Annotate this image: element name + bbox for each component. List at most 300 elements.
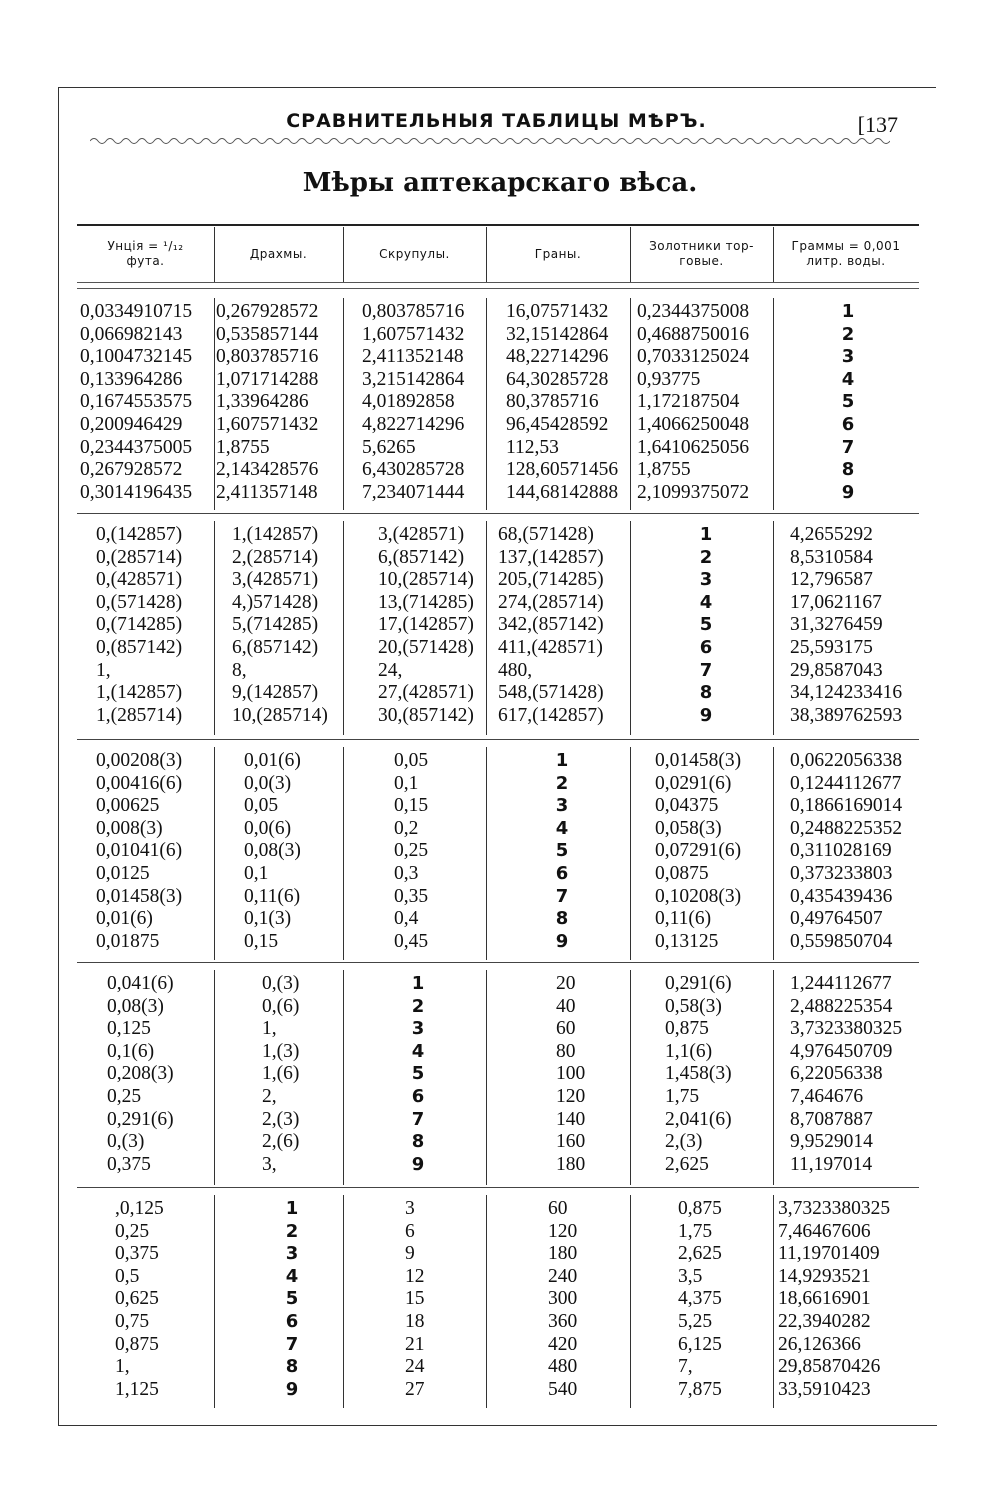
header-column-divider	[343, 227, 344, 282]
table-cell: 140	[556, 1108, 586, 1130]
column-divider	[214, 521, 215, 735]
table-cell: 0,93775	[637, 368, 701, 390]
table-cell: 0,01(6)	[244, 750, 301, 771]
table-cell: 0,05	[394, 750, 429, 771]
table-cell: 0,066982143	[80, 323, 183, 345]
table-cell: 0,803785716	[362, 301, 465, 322]
column-header-6	[773, 230, 919, 278]
table-cell: 18,6616901	[778, 1288, 871, 1310]
table-cell: 5	[285, 1288, 299, 1310]
table-cell: ,0,125	[115, 1198, 164, 1219]
column-header-5	[630, 230, 773, 278]
table-cell: 0,291(6)	[107, 1108, 174, 1130]
table-cell: 2	[285, 1220, 299, 1242]
table-cell: 29,85870426	[778, 1356, 881, 1378]
table-cell: 160	[556, 1131, 586, 1153]
table-cell: 1,(285714)	[96, 704, 183, 726]
table-cell: 411,(428571)	[498, 637, 603, 658]
table-cell: 120	[556, 1086, 586, 1107]
table-cell: 17,(142857)	[378, 614, 474, 636]
table-cell: 8,5310584	[790, 546, 873, 568]
table-cell: 0,01(6)	[96, 908, 153, 930]
table-cell: 2,(6)	[262, 1131, 300, 1153]
table-cell: 3,5	[678, 1265, 703, 1287]
table-cell: 15	[405, 1288, 425, 1310]
table-cell: 0,311028169	[790, 840, 892, 862]
table-cell: 6,22056338	[790, 1063, 883, 1085]
column-divider	[343, 1195, 344, 1408]
block-separator	[77, 962, 919, 963]
table-cell: 27,(428571)	[378, 682, 474, 704]
table-cell: 3	[699, 569, 713, 591]
table-cell: 2,411357148	[216, 481, 318, 503]
table-cell: 0,11(6)	[655, 908, 712, 930]
wavy-divider	[90, 134, 890, 148]
table-cell: 2,411352148	[362, 346, 464, 368]
table-cell: 4	[841, 368, 855, 390]
table-cell: 0,2344375008	[637, 301, 750, 322]
column-divider	[486, 521, 487, 735]
table-cell: 1,458(3)	[665, 1063, 732, 1085]
header-column-divider	[214, 227, 215, 282]
table-cell: 29,8587043	[790, 659, 883, 681]
table-cell: 1,(142857)	[232, 524, 319, 545]
column-divider	[214, 747, 215, 960]
table-cell: 0,(428571)	[96, 569, 183, 591]
table-cell: 5	[555, 840, 569, 862]
table-cell: 0,10208(3)	[655, 885, 742, 907]
table-cell: 1,(6)	[262, 1063, 300, 1085]
table-cell: 5,25	[678, 1311, 713, 1332]
table-cell: 5	[411, 1063, 425, 1085]
table-cell: 8	[555, 908, 569, 930]
header-column-divider	[486, 227, 487, 282]
table-cell: 0,(6)	[262, 995, 300, 1017]
column-divider	[630, 1195, 631, 1408]
table-cell: 33,5910423	[778, 1378, 871, 1400]
table-cell: 4	[555, 817, 569, 839]
table-cell: 360	[548, 1311, 578, 1332]
table-cell: 0,13125	[655, 930, 719, 952]
table-cell: 9	[405, 1243, 415, 1265]
column-header-text: Унція = ¹/₁₂ фута.	[107, 239, 184, 268]
table-cell: 7,46467606	[778, 1220, 871, 1242]
column-divider	[343, 521, 344, 735]
table-cell: 0,3	[394, 863, 419, 884]
table-cell: 1,244112677	[790, 973, 892, 994]
table-cell: 6	[555, 863, 569, 884]
page-frame-bottom	[58, 1425, 937, 1426]
table-cell: 21	[405, 1333, 425, 1355]
table-cell: 274,(285714)	[498, 591, 604, 613]
table-cell: 548,(571428)	[498, 682, 604, 704]
table-cell: 180	[556, 1153, 586, 1175]
table-cell: 300	[548, 1288, 578, 1310]
table-cell: 96,45428592	[506, 414, 609, 435]
column-divider	[343, 747, 344, 960]
table-cell: 1,8755	[216, 436, 270, 458]
table-cell: 6	[841, 414, 855, 435]
table-cell: 0,133964286	[80, 368, 183, 390]
column-header-text: Золотники тор- говые.	[649, 239, 754, 268]
column-divider	[343, 298, 344, 510]
table-cell: 1,(3)	[262, 1040, 300, 1062]
table-cell: 0,267928572	[80, 459, 183, 481]
table-cell: 1,1(6)	[665, 1040, 713, 1062]
table-cell: 0,008(3)	[96, 817, 163, 839]
column-divider	[630, 298, 631, 510]
table-cell: 0,(142857)	[96, 524, 183, 545]
column-divider	[343, 970, 344, 1185]
column-divider	[214, 1195, 215, 1408]
table-cell: 7	[841, 436, 855, 458]
block-separator	[77, 739, 919, 740]
table-cell: 2,(3)	[665, 1131, 703, 1153]
column-divider	[773, 521, 774, 735]
table-cell: 0,375	[115, 1243, 159, 1265]
table-cell: 0,4688750016	[637, 323, 750, 345]
table-cell: 0,559850704	[790, 930, 893, 952]
table-cell: 3,(428571)	[378, 524, 465, 545]
table-cell: 0,058(3)	[655, 817, 722, 839]
table-cell: 32,15142864	[506, 323, 609, 345]
table-cell: 2,	[262, 1086, 277, 1107]
table-cell: 617,(142857)	[498, 704, 604, 726]
table-cell: 0,0875	[655, 863, 709, 884]
table-cell: 6,430285728	[362, 459, 465, 481]
table-cell: 1,6410625056	[637, 436, 750, 458]
table-cell: 3,7323380325	[790, 1018, 903, 1040]
table-cell: 2,625	[678, 1243, 722, 1265]
table-cell: 3	[555, 795, 569, 817]
table-cell: 0,2	[394, 817, 419, 839]
table-cell: 0,15	[394, 795, 429, 817]
table-cell: 6,(857142)	[232, 637, 319, 658]
table-cell: 2,(285714)	[232, 546, 319, 568]
table-cell: 30,(857142)	[378, 704, 474, 726]
table-cell: 4,976450709	[790, 1040, 893, 1062]
table-cell: 0,7033125024	[637, 346, 750, 368]
table-cell: 2,041(6)	[665, 1108, 732, 1130]
table-cell: 480	[548, 1356, 578, 1378]
header-column-divider	[630, 227, 631, 282]
table-cell: 0,07291(6)	[655, 840, 742, 862]
table-cell: 0,35	[394, 885, 429, 907]
table-cell: 1	[841, 301, 855, 322]
table-cell: 7	[555, 885, 569, 907]
table-cell: 1,	[96, 659, 111, 681]
table-cell: 180	[548, 1243, 578, 1265]
table-cell: 9	[699, 704, 713, 726]
table-cell: 64,30285728	[506, 368, 609, 390]
table-cell: 2	[699, 546, 713, 568]
table-cell: 0,25	[394, 840, 429, 862]
table-cell: 0,00208(3)	[96, 750, 183, 771]
table-cell: 137,(142857)	[498, 546, 604, 568]
table-cell: 6,(857142)	[378, 546, 465, 568]
table-cell: 2	[555, 772, 569, 794]
table-cell: 0,1	[394, 772, 419, 794]
table-cell: 1,4066250048	[637, 414, 750, 435]
column-divider	[486, 747, 487, 960]
table-cell: 4	[285, 1265, 299, 1287]
table-cell: 8	[699, 682, 713, 704]
table-cell: 0,1(6)	[107, 1040, 155, 1062]
table-cell: 1,607571432	[216, 414, 319, 435]
table-cell: 0,49764507	[790, 908, 883, 930]
table-cell: 112,53	[506, 436, 559, 458]
table-cell: 13,(714285)	[378, 591, 474, 613]
table-cell: 1,	[262, 1018, 277, 1040]
table-cell: 5	[699, 614, 713, 636]
table-cell: 25,593175	[790, 637, 873, 658]
table-cell: 0,373233803	[790, 863, 893, 884]
table-cell: 4,822714296	[362, 414, 465, 435]
column-divider	[773, 747, 774, 960]
table-cell: 128,60571456	[506, 459, 619, 481]
table-cell: 6	[285, 1311, 299, 1332]
table-cell: 0,45	[394, 930, 429, 952]
table-cell: 2,488225354	[790, 995, 893, 1017]
table-cell: 40	[556, 995, 576, 1017]
table-cell: 0,08(3)	[107, 995, 164, 1017]
column-divider	[630, 747, 631, 960]
table-cell: 1,33964286	[216, 391, 309, 413]
table-cell: 0,435439436	[790, 885, 893, 907]
table-cell: 26,126366	[778, 1333, 861, 1355]
table-cell: 4	[699, 591, 713, 613]
table-cell: 3	[411, 1018, 425, 1040]
table-cell: 3	[285, 1243, 299, 1265]
block-separator	[77, 1187, 919, 1188]
table-cell: 0,875	[665, 1018, 709, 1040]
table-cell: 0,(714285)	[96, 614, 183, 636]
table-cell: 22,3940282	[778, 1311, 871, 1332]
column-header-2	[214, 230, 343, 278]
table-cell: 2,(3)	[262, 1108, 300, 1130]
table-cell: 0,041(6)	[107, 973, 174, 994]
table-cell: 0,1866169014	[790, 795, 903, 817]
table-cell: 2	[411, 995, 425, 1017]
table-cell: 10,(285714)	[378, 569, 474, 591]
table-cell: 31,3276459	[790, 614, 883, 636]
table-cell: 0,(3)	[262, 973, 300, 994]
table-cell: 0,5	[115, 1265, 140, 1287]
header-bottom-rule-2	[77, 288, 919, 289]
table-cell: 1,607571432	[362, 323, 465, 345]
table-cell: 34,124233416	[790, 682, 903, 704]
table-cell: 0,2488225352	[790, 817, 903, 839]
column-divider	[486, 970, 487, 1185]
table-cell: 0,208(3)	[107, 1063, 174, 1085]
table-cell: 14,9293521	[778, 1265, 871, 1287]
table-cell: 18	[405, 1311, 425, 1332]
table-cell: 6	[699, 637, 713, 658]
table-cell: 1,8755	[637, 459, 691, 481]
table-cell: 8,	[232, 659, 247, 681]
table-cell: 60	[556, 1018, 576, 1040]
table-cell: 0,75	[115, 1311, 150, 1332]
table-cell: 7	[411, 1108, 425, 1130]
table-cell: 8	[411, 1131, 425, 1153]
table-cell: 6	[405, 1220, 415, 1242]
table-cell: 3,(428571)	[232, 569, 319, 591]
table-cell: 0,11(6)	[244, 885, 301, 907]
table-cell: 0,00625	[96, 795, 160, 817]
table-cell: 205,(714285)	[498, 569, 604, 591]
table-cell: 3,215142864	[362, 368, 465, 390]
table-cell: 0,15	[244, 930, 279, 952]
table-cell: 24,	[378, 659, 403, 681]
table-cell: 100	[556, 1063, 586, 1085]
table-cell: 1,75	[678, 1220, 713, 1242]
table-cell: 27	[405, 1378, 425, 1400]
table-cell: 0,0334910715	[80, 301, 193, 322]
table-cell: 0,200946429	[80, 414, 183, 435]
running-title: СРАВНИТЕЛЬНЫЯ ТАБЛИЦЫ МѢРЪ.	[286, 110, 707, 132]
table-top-rule	[77, 224, 919, 226]
table-cell: 11,19701409	[778, 1243, 880, 1265]
table-cell: 3,	[262, 1153, 277, 1175]
table-cell: 0,58(3)	[665, 995, 722, 1017]
table-cell: 5	[841, 391, 855, 413]
column-divider	[773, 1195, 774, 1408]
table-cell: 20	[556, 973, 576, 994]
table-cell: 7	[699, 659, 713, 681]
table-cell: 0,1244112677	[790, 772, 902, 794]
table-cell: 0,0291(6)	[655, 772, 732, 794]
column-header-3	[343, 230, 486, 278]
table-cell: 0,1674553575	[80, 391, 193, 413]
table-cell: 1	[555, 750, 569, 771]
table-cell: 38,389762593	[790, 704, 903, 726]
table-cell: 0,25	[107, 1086, 142, 1107]
table-cell: 0,535857144	[216, 323, 319, 345]
table-cell: 120	[548, 1220, 578, 1242]
column-divider	[214, 298, 215, 510]
table-cell: 7,875	[678, 1378, 722, 1400]
table-cell: 1,125	[115, 1378, 159, 1400]
table-cell: 1,(142857)	[96, 682, 183, 704]
table-cell: 144,68142888	[506, 481, 619, 503]
table-cell: 9	[411, 1153, 425, 1175]
table-cell: 0,05	[244, 795, 279, 817]
header-column-divider	[773, 227, 774, 282]
table-cell: 5,(714285)	[232, 614, 319, 636]
table-cell: 1	[411, 973, 425, 994]
table-cell: 6	[411, 1086, 425, 1107]
column-header-4	[486, 230, 630, 278]
table-cell: 4,2655292	[790, 524, 873, 545]
table-cell: 60	[548, 1198, 568, 1219]
column-header-1	[77, 230, 214, 278]
table-cell: 12,796587	[790, 569, 873, 591]
header-bottom-rule	[77, 282, 919, 283]
table-cell: 0,125	[107, 1018, 151, 1040]
column-header-text: Граммы = 0,001 литр. воды.	[791, 239, 901, 268]
table-cell: 3,7323380325	[778, 1198, 891, 1219]
table-cell: 540	[548, 1378, 578, 1400]
table-cell: 0,(3)	[107, 1131, 145, 1153]
table-cell: 68,(571428)	[498, 524, 594, 545]
table-cell: 17,0621167	[790, 591, 882, 613]
table-cell: 1	[699, 524, 713, 545]
table-cell: 4	[411, 1040, 425, 1062]
table-cell: 4,375	[678, 1288, 722, 1310]
table-cell: 4,)571428)	[232, 591, 319, 613]
table-cell: 7,234071444	[362, 481, 465, 503]
table-cell: 9,(142857)	[232, 682, 319, 704]
table-cell: 24	[405, 1356, 425, 1378]
table-cell: 16,07571432	[506, 301, 609, 322]
table-cell: 7,	[678, 1356, 693, 1378]
table-cell: 1,	[115, 1356, 130, 1378]
table-cell: 240	[548, 1265, 578, 1287]
table-cell: 0,3014196435	[80, 481, 193, 503]
table-cell: 0,01875	[96, 930, 160, 952]
table-cell: 0,875	[678, 1198, 722, 1219]
column-divider	[773, 970, 774, 1185]
table-cell: 8	[841, 459, 855, 481]
table-cell: 4,01892858	[362, 391, 455, 413]
table-cell: 0,267928572	[216, 301, 319, 322]
table-cell: 9	[841, 481, 855, 503]
table-cell: 7	[285, 1333, 299, 1355]
table-cell: 0,25	[115, 1220, 150, 1242]
table-cell: 0,291(6)	[665, 973, 732, 994]
table-cell: 0,375	[107, 1153, 151, 1175]
table-cell: 3	[841, 346, 855, 368]
block-separator	[77, 513, 919, 514]
table-cell: 80	[556, 1040, 576, 1062]
table-cell: 9,9529014	[790, 1131, 873, 1153]
table-cell: 1,071714288	[216, 368, 319, 390]
section-title: Мѣры аптекарскаго вѣса.	[302, 168, 698, 198]
table-cell: 80,3785716	[506, 391, 599, 413]
table-cell: 0,0622056338	[790, 750, 903, 771]
table-cell: 2	[841, 323, 855, 345]
table-cell: 2,1099375072	[637, 481, 750, 503]
table-cell: 2,143428576	[216, 459, 319, 481]
table-cell: 0,0125	[96, 863, 150, 884]
table-cell: 0,1004732145	[80, 346, 193, 368]
table-cell: 3	[405, 1198, 415, 1219]
table-cell: 7,464676	[790, 1086, 864, 1107]
table-cell: 0,01458(3)	[655, 750, 742, 771]
table-cell: 0,2344375005	[80, 436, 193, 458]
column-divider	[630, 970, 631, 1185]
table-cell: 0,803785716	[216, 346, 319, 368]
table-cell: 0,625	[115, 1288, 159, 1310]
table-cell: 480,	[498, 659, 533, 681]
table-cell: 9	[555, 930, 569, 952]
table-cell: 0,08(3)	[244, 840, 301, 862]
table-cell: 1,75	[665, 1086, 700, 1107]
table-cell: 6,125	[678, 1333, 722, 1355]
table-cell: 2,625	[665, 1153, 709, 1175]
column-divider	[773, 298, 774, 510]
table-cell: 9	[285, 1378, 299, 1400]
column-divider	[630, 521, 631, 735]
table-cell: 0,(285714)	[96, 546, 183, 568]
table-cell: 10,(285714)	[232, 704, 328, 726]
table-cell: 0,01041(6)	[96, 840, 183, 862]
column-divider	[486, 1195, 487, 1408]
table-cell: 11,197014	[790, 1153, 873, 1175]
table-cell: 342,(857142)	[498, 614, 604, 636]
table-cell: 0,0(6)	[244, 817, 292, 839]
table-cell: 1	[285, 1198, 299, 1219]
